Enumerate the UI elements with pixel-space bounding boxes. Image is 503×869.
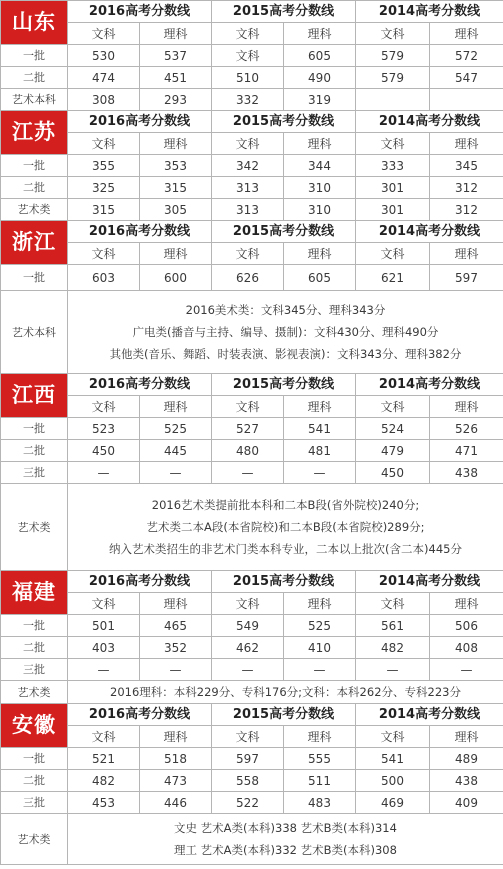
- score-cell: 408: [430, 637, 503, 659]
- batch-label: 艺术本科: [1, 89, 68, 111]
- score-cell: 479: [356, 440, 430, 462]
- score-cell: 310: [284, 177, 356, 199]
- note-text: [68, 291, 503, 374]
- subject-header-row: [1, 133, 503, 155]
- subject-header: 文科: [356, 726, 430, 748]
- score-cell: 572: [430, 45, 503, 67]
- score-cell: 511: [284, 770, 356, 792]
- batch-label: 二批: [1, 177, 68, 199]
- note-line: 其他类(音乐、舞蹈、时装表演、影视表演)：文科343分、理科382分: [109, 347, 462, 361]
- subject-header: 文科: [68, 133, 140, 155]
- year-header-row: [1, 221, 503, 243]
- score-cell: 547: [430, 67, 503, 89]
- table-row: [1, 45, 503, 67]
- year-header-row: [1, 111, 503, 133]
- score-cell: 558: [212, 770, 284, 792]
- score-cell: 474: [68, 67, 140, 89]
- note-row: [1, 291, 503, 374]
- score-cell: 525: [140, 418, 212, 440]
- score-cell: 325: [68, 177, 140, 199]
- subject-header: 理科: [140, 593, 212, 615]
- score-cell: 353: [140, 155, 212, 177]
- score-cell: 525: [284, 615, 356, 637]
- score-cell: 527: [212, 418, 284, 440]
- year-header: 2014高考分数线: [356, 1, 503, 23]
- year-header: 2015高考分数线: [212, 1, 356, 23]
- note-row: [1, 814, 503, 865]
- table-row: [1, 67, 503, 89]
- subject-header: 理科: [140, 23, 212, 45]
- subject-header: 文科: [356, 593, 430, 615]
- note-line: 艺术类二本A段(本省院校)和二本B段(本省院校)289分;: [146, 520, 425, 534]
- score-cell: 450: [68, 440, 140, 462]
- batch-label: 一批: [1, 748, 68, 770]
- score-cell: 410: [284, 637, 356, 659]
- batch-label: 一批: [1, 615, 68, 637]
- score-cell: 313: [212, 177, 284, 199]
- year-header: 2016高考分数线: [68, 221, 212, 243]
- subject-header: 理科: [430, 593, 503, 615]
- score-cell: 605: [284, 265, 356, 291]
- score-cell: 481: [284, 440, 356, 462]
- score-cell: 469: [356, 792, 430, 814]
- score-cell: —: [68, 659, 140, 681]
- note-text: [68, 681, 503, 704]
- score-cell: 530: [68, 45, 140, 67]
- score-cell: 403: [68, 637, 140, 659]
- table-row: [1, 770, 503, 792]
- year-header: 2016高考分数线: [68, 704, 212, 726]
- score-cell: 342: [212, 155, 284, 177]
- batch-label: 一批: [1, 155, 68, 177]
- year-header: 2015高考分数线: [212, 111, 356, 133]
- subject-header: 理科: [430, 396, 503, 418]
- subject-header: 理科: [140, 243, 212, 265]
- score-cell: 453: [68, 792, 140, 814]
- table-row: [1, 462, 503, 484]
- year-header-row: [1, 1, 503, 23]
- score-cell: —: [140, 659, 212, 681]
- note-text: [68, 814, 503, 865]
- batch-label: 一批: [1, 265, 68, 291]
- score-cell: —: [284, 659, 356, 681]
- score-cell: —: [430, 659, 503, 681]
- table-row: [1, 155, 503, 177]
- score-cell: 500: [356, 770, 430, 792]
- subject-header-row: [1, 593, 503, 615]
- score-cell: 523: [68, 418, 140, 440]
- score-cell: 332: [212, 89, 284, 111]
- score-cell: 345: [430, 155, 503, 177]
- score-cell: —: [68, 462, 140, 484]
- score-cell: 451: [140, 67, 212, 89]
- score-cell: 537: [140, 45, 212, 67]
- subject-header: 理科: [430, 243, 503, 265]
- province-label: 安徽: [1, 704, 68, 748]
- year-header: 2014高考分数线: [356, 571, 503, 593]
- batch-label: 艺术类: [1, 199, 68, 221]
- table-row: [1, 89, 503, 111]
- table-row: [1, 440, 503, 462]
- year-header: 2016高考分数线: [68, 1, 212, 23]
- note-label: 艺术本科: [1, 291, 68, 374]
- subject-header: 理科: [140, 396, 212, 418]
- score-cell: 597: [430, 265, 503, 291]
- subject-header: 理科: [284, 593, 356, 615]
- score-cell: 524: [356, 418, 430, 440]
- score-cell: 600: [140, 265, 212, 291]
- score-cell: 446: [140, 792, 212, 814]
- subject-header: 理科: [284, 396, 356, 418]
- subject-header: 文科: [212, 133, 284, 155]
- subject-header: 文科: [68, 243, 140, 265]
- table-row: [1, 177, 503, 199]
- score-cell: 301: [356, 177, 430, 199]
- score-cell: 313: [212, 199, 284, 221]
- score-cell: 626: [212, 265, 284, 291]
- score-cell: 438: [430, 770, 503, 792]
- batch-label: 二批: [1, 770, 68, 792]
- table-row: [1, 659, 503, 681]
- table-row: [1, 199, 503, 221]
- year-header: 2015高考分数线: [212, 374, 356, 396]
- subject-header: 文科: [356, 23, 430, 45]
- note-label: 艺术类: [1, 484, 68, 571]
- score-cell: 510: [212, 67, 284, 89]
- subject-header: 理科: [430, 23, 503, 45]
- subject-header: 理科: [430, 726, 503, 748]
- note-row: [1, 681, 503, 704]
- score-cell: 315: [140, 177, 212, 199]
- note-line: 2016理科：本科229分、专科176分;文科：本科262分、专科223分: [110, 685, 461, 699]
- subject-header: 文科: [68, 23, 140, 45]
- score-cell: 605: [284, 45, 356, 67]
- score-cell: 522: [212, 792, 284, 814]
- score-cell: 597: [212, 748, 284, 770]
- year-header: 2014高考分数线: [356, 374, 503, 396]
- year-header-row: [1, 704, 503, 726]
- batch-label: 一批: [1, 418, 68, 440]
- note-line: 理工 艺术A类(本科)332 艺术B类(本科)308: [174, 843, 397, 857]
- subject-header: 文科: [68, 726, 140, 748]
- score-cell: 344: [284, 155, 356, 177]
- subject-header: 文科: [212, 396, 284, 418]
- subject-header: 理科: [284, 726, 356, 748]
- subject-header: 文科: [212, 726, 284, 748]
- score-cell: 621: [356, 265, 430, 291]
- year-header: 2014高考分数线: [356, 704, 503, 726]
- subject-header-row: [1, 396, 503, 418]
- note-row: [1, 484, 503, 571]
- batch-label: 二批: [1, 67, 68, 89]
- subject-header: 理科: [284, 243, 356, 265]
- score-cell: 312: [430, 199, 503, 221]
- score-cell: 308: [68, 89, 140, 111]
- score-cell: —: [140, 462, 212, 484]
- note-line: 2016美术类：文科345分、理科343分: [185, 303, 386, 317]
- score-cell: 310: [284, 199, 356, 221]
- year-header-row: [1, 374, 503, 396]
- score-cell: 438: [430, 462, 503, 484]
- note-label: 艺术类: [1, 814, 68, 865]
- score-cell: [356, 89, 430, 111]
- score-cell: 301: [356, 199, 430, 221]
- subject-header: 文科: [212, 243, 284, 265]
- score-cell: —: [356, 659, 430, 681]
- score-cell: —: [212, 462, 284, 484]
- province-label: 江苏: [1, 111, 68, 155]
- score-cell: 483: [284, 792, 356, 814]
- score-cell: 579: [356, 67, 430, 89]
- score-cell: 579: [356, 45, 430, 67]
- subject-header-row: [1, 23, 503, 45]
- score-cell: 462: [212, 637, 284, 659]
- subject-header: 理科: [284, 23, 356, 45]
- subject-header: 文科: [68, 593, 140, 615]
- year-header: 2015高考分数线: [212, 704, 356, 726]
- score-cell: 473: [140, 770, 212, 792]
- score-cell: 603: [68, 265, 140, 291]
- subject-header: 文科: [212, 23, 284, 45]
- score-cell: 355: [68, 155, 140, 177]
- score-cell: 480: [212, 440, 284, 462]
- note-line: 2016艺术类提前批本科和二本B段(省外院校)240分;: [151, 498, 420, 512]
- subject-header: 文科: [356, 133, 430, 155]
- score-cell: 465: [140, 615, 212, 637]
- score-cell: 490: [284, 67, 356, 89]
- score-cell: 293: [140, 89, 212, 111]
- table-row: [1, 748, 503, 770]
- score-cell: 482: [68, 770, 140, 792]
- score-cell: 541: [356, 748, 430, 770]
- score-cell: [430, 89, 503, 111]
- score-cell: —: [284, 462, 356, 484]
- batch-label: 二批: [1, 440, 68, 462]
- score-cell: 518: [140, 748, 212, 770]
- score-cell: 561: [356, 615, 430, 637]
- note-line: 文史 艺术A类(本科)338 艺术B类(本科)314: [174, 821, 397, 835]
- province-label: 福建: [1, 571, 68, 615]
- subject-header-row: [1, 726, 503, 748]
- year-header: 2014高考分数线: [356, 111, 503, 133]
- batch-label: 三批: [1, 659, 68, 681]
- table-row: [1, 418, 503, 440]
- score-cell: 501: [68, 615, 140, 637]
- score-cell: 489: [430, 748, 503, 770]
- subject-header: 理科: [140, 726, 212, 748]
- province-label: 山东: [1, 1, 68, 45]
- note-text: [68, 484, 503, 571]
- score-cell: 文科: [212, 45, 284, 67]
- batch-label: 三批: [1, 462, 68, 484]
- score-cell: 352: [140, 637, 212, 659]
- note-line: 广电类(播音与主持、编导、摄制)：文科430分、理科490分: [132, 325, 439, 339]
- score-cell: —: [212, 659, 284, 681]
- score-cell: 312: [430, 177, 503, 199]
- year-header: 2016高考分数线: [68, 374, 212, 396]
- subject-header: 理科: [284, 133, 356, 155]
- score-cell: 541: [284, 418, 356, 440]
- score-cell: 305: [140, 199, 212, 221]
- year-header: 2016高考分数线: [68, 111, 212, 133]
- score-cell: 315: [68, 199, 140, 221]
- note-label: 艺术类: [1, 681, 68, 704]
- score-cell: 471: [430, 440, 503, 462]
- year-header: 2015高考分数线: [212, 221, 356, 243]
- score-cell: 333: [356, 155, 430, 177]
- table-row: [1, 615, 503, 637]
- year-header-row: [1, 571, 503, 593]
- subject-header: 文科: [212, 593, 284, 615]
- table-row: [1, 265, 503, 291]
- subject-header: 理科: [430, 133, 503, 155]
- table-row: [1, 792, 503, 814]
- score-cell: 506: [430, 615, 503, 637]
- subject-header: 文科: [68, 396, 140, 418]
- year-header: 2016高考分数线: [68, 571, 212, 593]
- score-cell: 319: [284, 89, 356, 111]
- score-cell: 521: [68, 748, 140, 770]
- subject-header-row: [1, 243, 503, 265]
- score-cell: 549: [212, 615, 284, 637]
- year-header: 2015高考分数线: [212, 571, 356, 593]
- score-cell: 409: [430, 792, 503, 814]
- subject-header: 文科: [356, 396, 430, 418]
- score-cell: 555: [284, 748, 356, 770]
- province-label: 浙江: [1, 221, 68, 265]
- subject-header: 文科: [356, 243, 430, 265]
- batch-label: 三批: [1, 792, 68, 814]
- score-cell: 450: [356, 462, 430, 484]
- table-row: [1, 637, 503, 659]
- score-cell: 445: [140, 440, 212, 462]
- score-cell: 526: [430, 418, 503, 440]
- score-cell: 482: [356, 637, 430, 659]
- note-line: 纳入艺术类招生的非艺术门类本科专业，二本以上批次(含二本)445分: [109, 542, 462, 556]
- province-label: 江西: [1, 374, 68, 418]
- subject-header: 理科: [140, 133, 212, 155]
- batch-label: 一批: [1, 45, 68, 67]
- year-header: 2014高考分数线: [356, 221, 503, 243]
- batch-label: 二批: [1, 637, 68, 659]
